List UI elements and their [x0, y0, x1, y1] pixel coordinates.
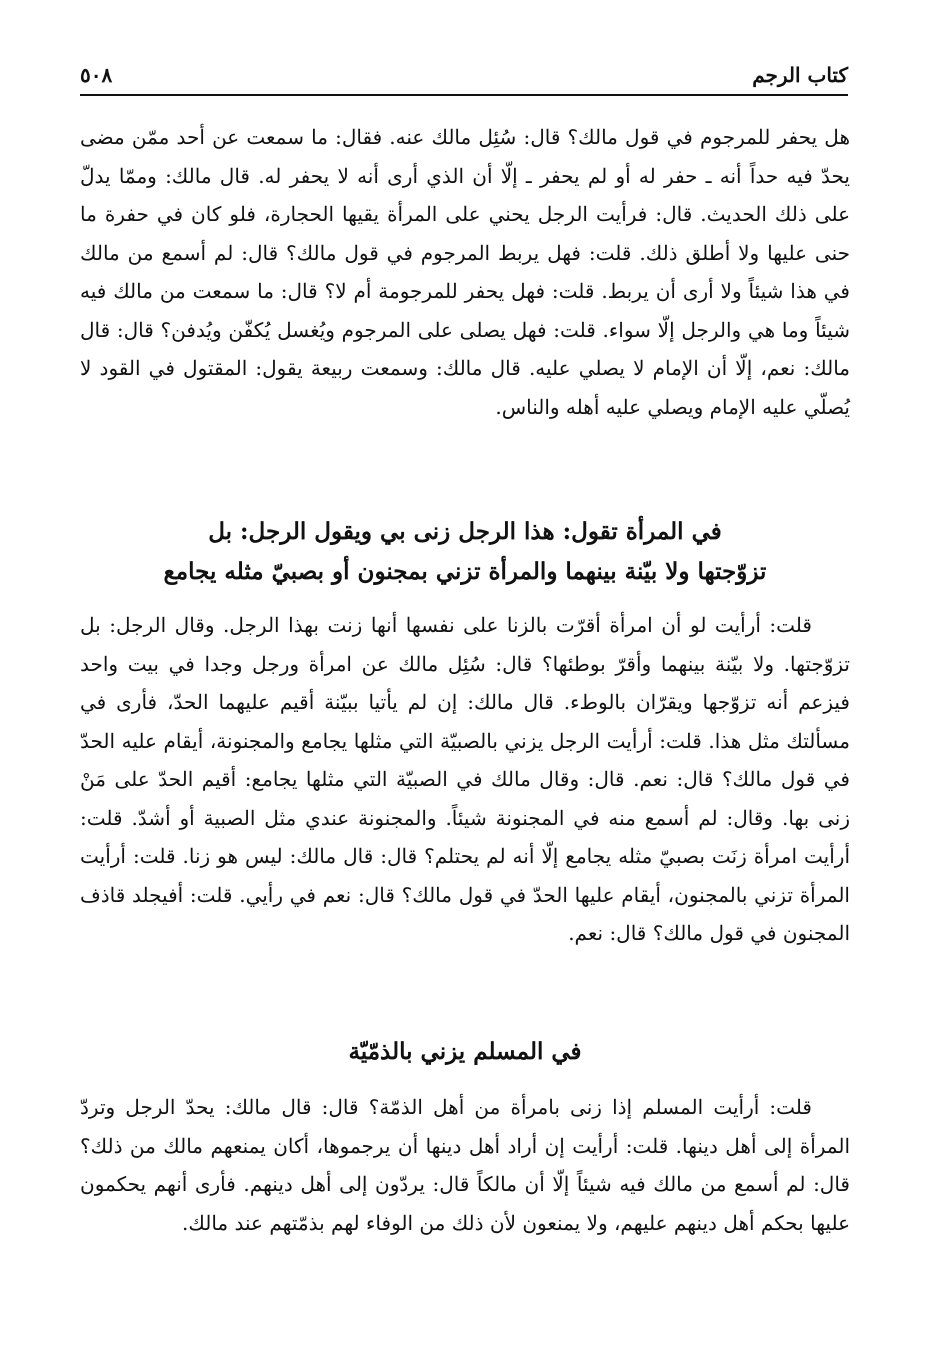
- section-2-body: [80, 606, 850, 953]
- book-title: كتاب الرجم: [752, 63, 848, 87]
- section-3-paragraph: قلت: أرأيت المسلم إذا زنى بامرأة من أهل الذمّة؟ قال: قال مالك: يحدّ الرجل وتردّ المرأة إلى أهل دينها. قلت: أرأيت إن أراد أهل دينها أن يرجموها، أكان يمنعهم مالك من ذلك؟ قال: لم أسمع من مالك فيه شيئاً إلّا أن مالكاً قال: يردّون إلى أهل دينهم. فأرى أنهم يحكمون عليها بحكم أهل دينهم عليهم، ولا يمنعون لأن ذلك من الوفاء لهم بذمّتهم عند مالك.: [80, 1095, 850, 1235]
- section-2-heading-line-2: تزوّجتها ولا بيّنة بينهما والمرأة تزني بمجنون أو بصبيّ مثله يجامع: [163, 558, 767, 585]
- section-3-heading-text: في المسلم يزني بالذمّيّة: [348, 1038, 582, 1065]
- section-3-body: [80, 1088, 850, 1242]
- page-number: ٥٠٨: [80, 63, 113, 87]
- section-2-heading: [80, 512, 850, 592]
- section-1-paragraph: هل يحفر للمرجوم في قول مالك؟ قال: سُئِل مالك عنه. فقال: ما سمعت عن أحد ممّن مضى يحدّ فيه حداً أنه ـ حفر له أو لم يحفر ـ إلّا أن الذي أرى أنه لا يحفر له. قال مالك: وممّا يدلّ على ذلك الحديث. قال: فرأيت الرجل يحني على المرأة يقيها الحجارة، فلو كان في حفرة ما حنى عليها ولا أطلق ذلك. قلت: فهل يربط المرجوم في قول مالك؟ قال: لم أسمع من مالك في هذا شيئاً ولا أرى أن يربط. قلت: فهل يحفر للمرجومة أم لا؟ قال: ما سمعت من مالك فيه شيئاً وما هي والرجل إلّا سواء. قلت: فهل يصلى على المرجوم ويُغسل يُكفّن ويُدفن؟ قال: قال مالك: نعم، إلّا أن الإمام لا يصلي عليه. قال مالك: وسمعت ربيعة يقول: المقتول في القود لا يُصلّي عليه الإمام ويصلي عليه أهله والناس.: [80, 125, 850, 419]
- section-3-heading: [80, 1032, 850, 1072]
- section-2-paragraph: قلت: أرأيت لو أن امرأة أقرّت بالزنا على نفسها أنها زنت بهذا الرجل. وقال الرجل: بل تزوّجتها. ولا بيّنة بينهما وأقرّ بوطئها؟ قال: سُئِل مالك عن امرأة ورجل وجدا في بيت واحد فيزعم أنه تزوّجها ويقرّان بالوطء. قال مالك: إن لم يأتيا ببيّنة أقيم عليهما الحدّ، فأرى في مسألتك مثل هذا. قلت: أرأيت الرجل يزني بالصبيّة التي مثلها يجامع والمجنونة، أيقام عليه الحدّ في قول مالك؟ قال: نعم. قال: وقال مالك في الصبيّة التي مثلها يجامع: أقيم الحدّ على مَنْ زنى بها. وقال: لم أسمع منه في المجنونة شيئاً. والمجنونة عندي مثل الصبية أو أشدّ. قلت: أرأيت امرأة زنَت بصبيّ مثله يجامع إلّا أنه لم يحتلم؟ قال: قال مالك: ليس هو زنا. قلت: أرأيت المرأة تزني بالمجنون، أيقام عليها الحدّ في قول مالك؟ قال: نعم في رأيي. قلت: أفيجلد قاذف المجنون في قول مالك؟ قال: نعم.: [80, 613, 850, 945]
- header-divider: [80, 94, 848, 96]
- section-1-body: [80, 118, 850, 426]
- section-2-heading-line-1: في المرأة تقول: هذا الرجل زنى بي ويقول الرجل: بل: [208, 518, 722, 545]
- running-head: [80, 60, 848, 90]
